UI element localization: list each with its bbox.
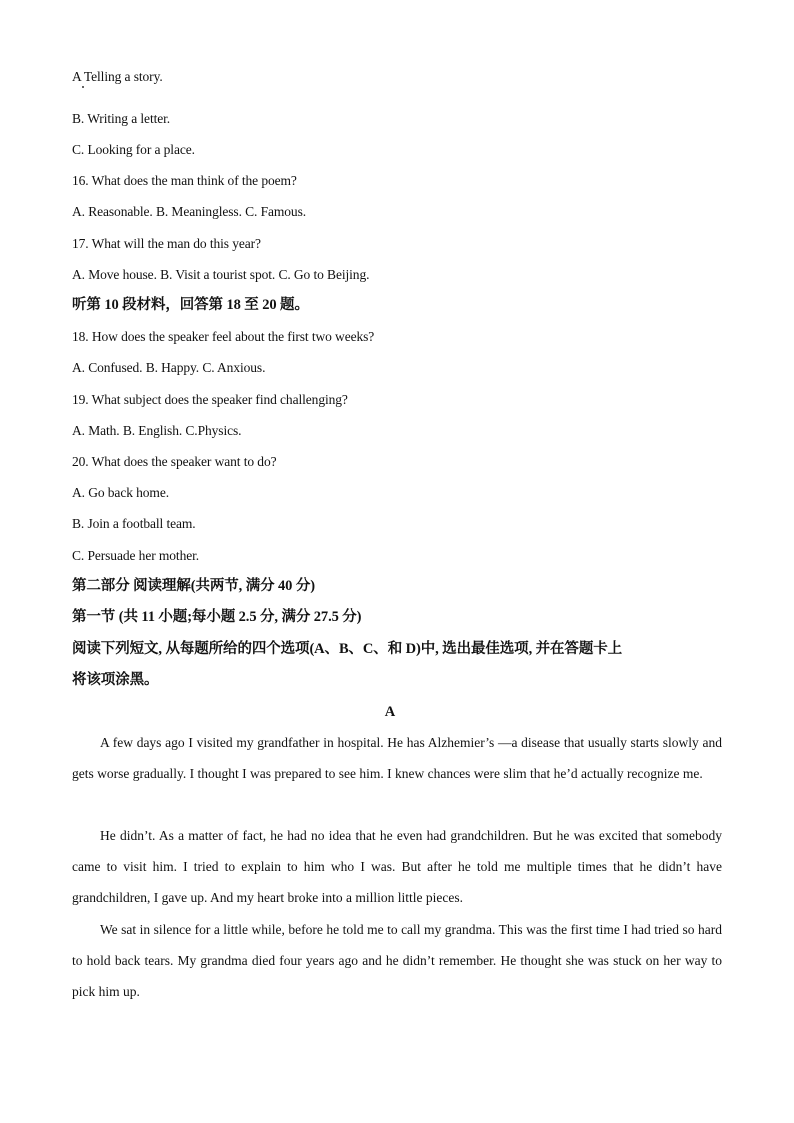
options-16: A. Reasonable. B. Meaningless. C. Famous. xyxy=(72,204,307,219)
options-19: A. Math. B. English. C.Physics. xyxy=(72,423,242,438)
option-15b: B. Writing a letter. xyxy=(72,111,171,126)
options-18: A. Confused. B. Happy. C. Anxious. xyxy=(72,360,266,375)
passage-label: A xyxy=(384,704,396,720)
part-two-heading: 第二部分 阅读理解(共两节, 满分 40 分) xyxy=(72,578,315,594)
option-15a: A Telling a story. xyxy=(72,69,163,84)
section-instruction-10: 听第 10 段材料，回答第 18 至 20 题。 xyxy=(72,297,309,313)
question-20: 20. What does the speaker want to do? xyxy=(72,454,277,469)
section-one-heading: 第一节 (共 11 小题;每小题 2.5 分, 满分 27.5 分) xyxy=(72,609,362,625)
passage-paragraph-1: A few days ago I visited my grandfather in hospital. He has Alzhemier’s —a disease that usually starts slowly and gets worse gradually. I thought I was prepared to see him. I knew chances were slim that he’d actually recognize me. xyxy=(72,735,722,782)
passage-paragraph-3: We sat in silence for a little while, before he told me to call my grandma. This was the first time I had tried so hard to hold back tears. My grandma died four years ago and he didn’t remember. He thought she was stuck on her way to pick him up. xyxy=(72,922,722,1000)
options-17: A. Move house. B. Visit a tourist spot. C. Go to Beijing. xyxy=(72,267,370,282)
option-20b: B. Join a football team. xyxy=(72,516,196,531)
option-20a: A. Go back home. xyxy=(72,485,170,500)
reading-instruction-line1: 阅读下列短文, 从每题所给的四个选项(A、B、C、和 D)中, 选出最佳选项, 并在答题卡上 xyxy=(72,641,623,657)
stray-dot xyxy=(82,86,84,88)
option-15c: C. Looking for a place. xyxy=(72,142,195,157)
question-18: 18. How does the speaker feel about the first two weeks? xyxy=(72,329,375,344)
question-16: 16. What does the man think of the poem? xyxy=(72,173,297,188)
question-17: 17. What will the man do this year? xyxy=(72,236,261,251)
passage-paragraph-2: He didn’t. As a matter of fact, he had no idea that he even had grandchildren. But he was excited that somebody came to visit him. I tried to explain to him who I was. But after he told me multiple times that he didn’t have grandchildren, I gave up. And my heart broke into a million little pieces. xyxy=(72,828,722,906)
question-19: 19. What subject does the speaker find challenging? xyxy=(72,392,348,407)
reading-instruction-line2: 将该项涂黑。 xyxy=(72,672,159,688)
option-20c: C. Persuade her mother. xyxy=(72,548,200,563)
